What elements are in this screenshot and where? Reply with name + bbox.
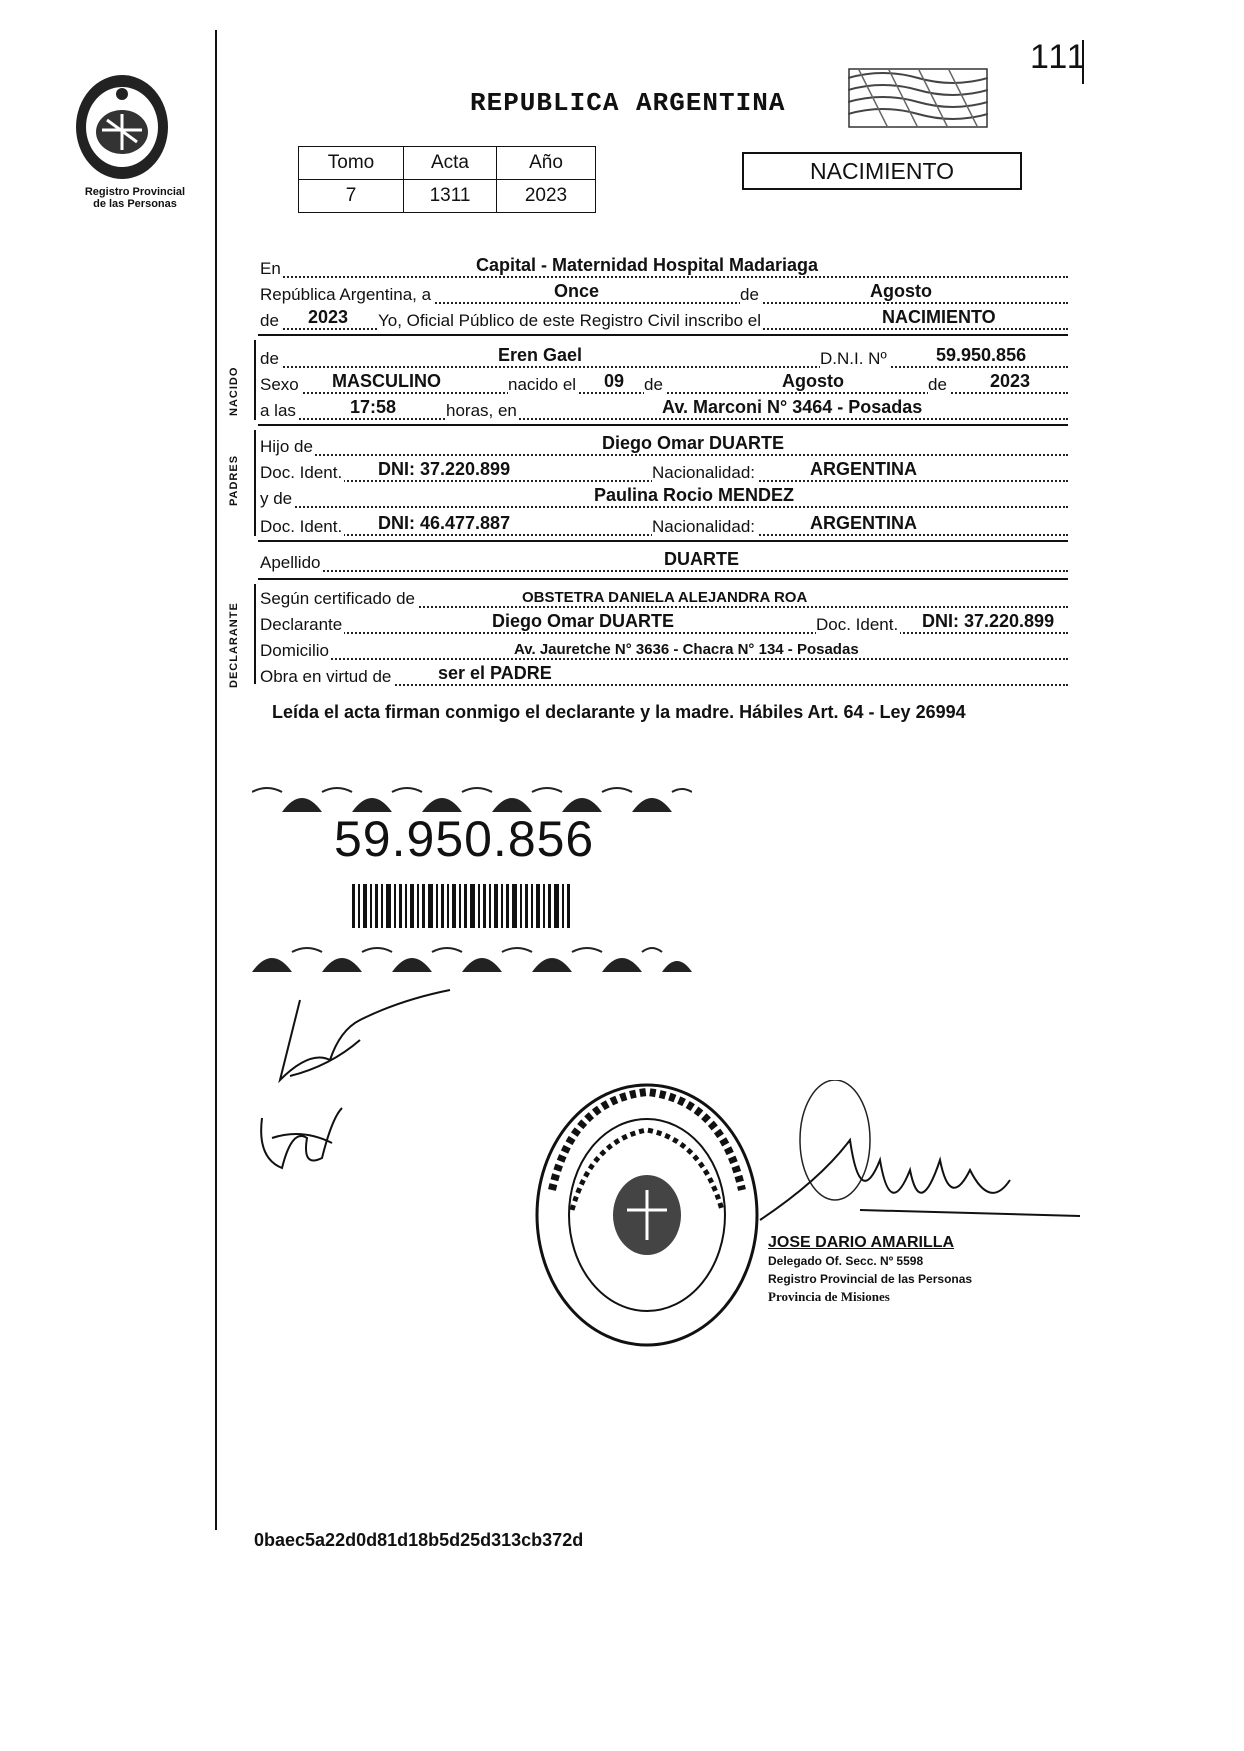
- line-mother: y de Paulina Rocio MENDEZ: [260, 484, 1068, 510]
- separator: [258, 540, 1068, 542]
- mother-doc-value: DNI: 46.477.887: [378, 513, 511, 533]
- logo-caption: Registro Provincial de las Personas: [84, 186, 186, 210]
- side-label-declarante: DECLARANTE: [228, 602, 240, 688]
- declarant-name-value: Diego Omar DUARTE: [492, 611, 675, 631]
- header-anio: Año: [497, 147, 596, 180]
- line-surname: Apellido DUARTE: [260, 548, 1068, 574]
- line-capacity: Obra en virtud de ser el PADRE: [260, 662, 1068, 688]
- mother-nationality-value: ARGENTINA: [810, 513, 917, 533]
- separator: [258, 334, 1068, 336]
- birth-day-value: 09: [604, 371, 625, 391]
- line-mother-doc: Doc. Ident. DNI: 46.477.887 Nacionalidad: ARGENTINA: [260, 512, 1068, 538]
- signature-official-icon: [740, 1080, 1080, 1235]
- official-province: Provincia de Misiones: [768, 1289, 890, 1304]
- line-certificate: Según certificado de OBSTETRA DANIELA ALEJANDRA ROA: [260, 584, 1068, 610]
- birth-time-value: 17:58: [350, 397, 397, 417]
- year-value: 2023: [308, 307, 349, 327]
- value-acta: 1311: [404, 180, 497, 213]
- certificate-value: OBSTETRA DANIELA ALEJANDRA ROA: [522, 589, 808, 606]
- child-name-value: Eren Gael: [498, 345, 583, 365]
- country-title: REPUBLICA ARGENTINA: [470, 88, 786, 118]
- registry-table: [298, 146, 596, 213]
- header-acta: Acta: [404, 147, 497, 180]
- value-tomo: 7: [299, 180, 404, 213]
- registro-tipo-value: NACIMIENTO: [882, 307, 996, 327]
- place-value: Capital - Maternidad Hospital Madariaga: [476, 255, 819, 275]
- security-seal-icon: [848, 68, 988, 133]
- barcode-icon: [352, 884, 572, 933]
- id-number-large: 59.950.856: [334, 811, 595, 867]
- line-father-doc: Doc. Ident. DNI: 37.220.899 Nacionalidad: ARGENTINA: [260, 458, 1068, 484]
- father-nationality-value: ARGENTINA: [810, 459, 917, 479]
- line-date: República Argentina, a Once de Agosto: [260, 280, 1068, 306]
- page-number: 111: [1030, 38, 1088, 76]
- official-office: Registro Provincial de las Personas: [768, 1272, 973, 1286]
- mother-name-value: Paulina Rocio MENDEZ: [594, 485, 795, 505]
- separator: [258, 424, 1068, 426]
- line-time: a las 17:58 horas, en Av. Marconi N° 3464 - Posadas: [260, 396, 1068, 422]
- birth-address-value: Av. Marconi N° 3464 - Posadas: [662, 397, 923, 417]
- birth-month-value: Agosto: [782, 371, 844, 391]
- declarant-doc-value: DNI: 37.220.899: [922, 611, 1055, 631]
- signature-mother-icon: [252, 1098, 352, 1183]
- closing-note: Leída el acta firman conmigo el declarante y la madre. Hábiles Art. 64 - Ley 26994: [272, 702, 966, 722]
- line-oficial: de 2023 Yo, Oficial Público de este Registro Civil inscribo el NACIMIENTO: [260, 306, 1068, 332]
- capacity-value: ser el PADRE: [438, 663, 552, 683]
- header-tomo: Tomo: [299, 147, 404, 180]
- line-father: Hijo de Diego Omar DUARTE: [260, 432, 1068, 458]
- official-block: [768, 1234, 972, 1306]
- act-type-box: NACIMIENTO: [742, 152, 1022, 190]
- line-declarant: Declarante Diego Omar DUARTE Doc. Ident. DNI: 37.220.899: [260, 610, 1068, 636]
- separator: [258, 578, 1068, 580]
- bracket-padres: [254, 430, 256, 536]
- line-sex: Sexo MASCULINO nacido el 09 de Agosto de 2023: [260, 370, 1068, 396]
- month-value: Agosto: [870, 281, 932, 301]
- document-hash: 0baec5a22d0d81d18b5d25d313cb372d: [254, 1530, 584, 1550]
- margin-rule: [215, 30, 217, 1530]
- line-place: En Capital - Maternidad Hospital Madariaga: [260, 254, 1068, 280]
- bracket-nacido: [254, 340, 256, 420]
- father-doc-value: DNI: 37.220.899: [378, 459, 511, 479]
- side-label-nacido: NACIDO: [228, 366, 240, 416]
- official-stamp-icon: [532, 1080, 762, 1355]
- official-role: Delegado Of. Secc. Nº 5598: [768, 1254, 924, 1268]
- line-child: de Eren Gael D.N.I. Nº 59.950.856: [260, 344, 1068, 370]
- official-name: JOSE DARIO AMARILLA: [768, 1234, 955, 1251]
- bracket-declarante: [254, 584, 256, 684]
- day-value: Once: [554, 281, 600, 301]
- child-dni-value: 59.950.856: [936, 345, 1027, 365]
- signature-declarant-icon: [270, 980, 460, 1095]
- side-label-padres: PADRES: [228, 454, 240, 506]
- security-band-bottom-icon: [252, 940, 692, 979]
- birth-year-value: 2023: [990, 371, 1031, 391]
- surname-value: DUARTE: [664, 549, 739, 569]
- father-name-value: Diego Omar DUARTE: [602, 433, 785, 453]
- line-address: Domicilio Av. Jauretche N° 3636 - Chacra N° 134 - Posadas: [260, 636, 1068, 662]
- value-anio: 2023: [497, 180, 596, 213]
- sex-value: MASCULINO: [332, 371, 441, 391]
- address-value: Av. Jauretche N° 3636 - Chacra N° 134 - Posadas: [514, 641, 859, 658]
